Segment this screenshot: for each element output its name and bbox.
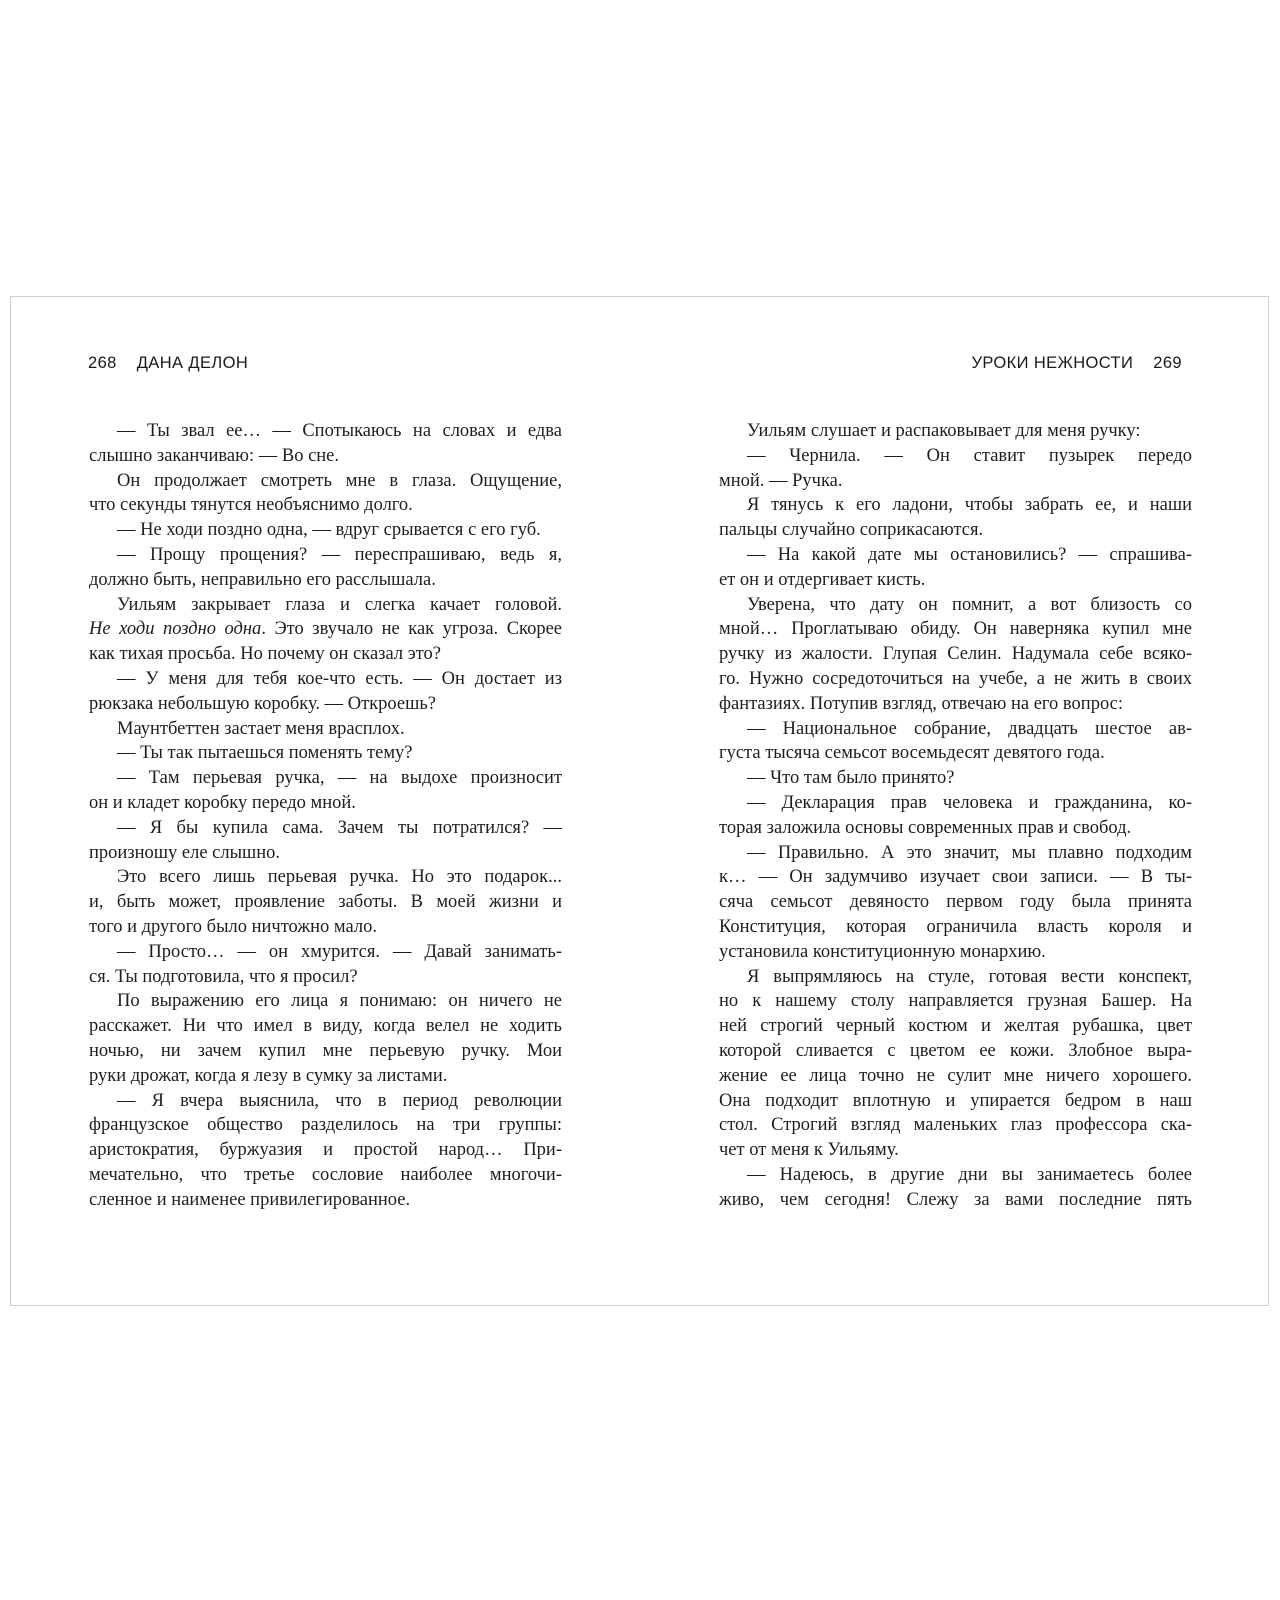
left-running-head	[88, 354, 248, 373]
line-text: — Чернила. — Он ставит пузырек передо	[747, 445, 1192, 466]
line-text: мной… Проглатываю обиду. Он наверняка купил мне	[719, 619, 1192, 640]
line-text: Конституция, которая ограничила власть короля и	[719, 916, 1192, 937]
line-text: он и кладет коробку передо мной.	[89, 792, 356, 813]
line-text: — Не ходи поздно одна, — вдруг срывается с его губ.	[117, 520, 541, 541]
text-line	[719, 444, 1192, 469]
text-line	[719, 717, 1192, 742]
line-text: французское общество разделилось на три группы:	[89, 1115, 562, 1136]
text-line	[89, 741, 562, 766]
line-text: — Просто… — он хмурится. — Давай занимать-	[117, 941, 562, 962]
line-text: аристократия, буржуазия и простой народ… При-	[89, 1140, 562, 1161]
text-line	[89, 865, 562, 890]
text-line	[89, 791, 562, 816]
text-line	[719, 915, 1192, 940]
line-text: густа тысяча семьсот восемьдесят девятого года.	[719, 743, 1105, 764]
text-line	[719, 692, 1192, 717]
line-text: и, быть может, проявление заботы. В моей жизни и	[89, 892, 562, 913]
text-line	[719, 1138, 1192, 1163]
text-line	[719, 1113, 1192, 1138]
text-line	[89, 1014, 562, 1039]
text-line	[89, 444, 562, 469]
line-text: расскажет. Ни что имел в виду, когда велел не ходить	[89, 1016, 562, 1037]
line-text: — У меня для тебя кое-что есть. — Он достает из	[117, 668, 562, 689]
line-text: фантазиях. Потупив взгляд, отвечаю на его вопрос:	[719, 693, 1124, 714]
line-text: Уверена, что дату он помнит, а вот близость со	[747, 594, 1192, 615]
line-text: должно быть, неправильно его расслышала.	[89, 569, 436, 590]
line-text: — Что там было принято?	[747, 768, 955, 789]
line-text: го. Нужно сосредоточиться на учебе, а не жить в своих	[719, 668, 1192, 689]
text-line	[719, 1163, 1192, 1188]
text-line	[89, 1163, 562, 1188]
line-text: жение ее лица точно не сулит мне ничего хорошего.	[719, 1065, 1192, 1086]
text-line	[719, 419, 1192, 444]
line-text: мечательно, что третье сословие наиболее многочи-	[89, 1164, 562, 1185]
line-text: Уильям закрывает глаза и слегка качает головой.	[117, 594, 562, 615]
line-text: того и другого было ничтожно мало.	[89, 916, 377, 937]
text-line	[719, 1014, 1192, 1039]
text-line	[719, 816, 1192, 841]
line-text: как тихая просьба. Но почему он сказал это?	[89, 644, 441, 665]
line-text: ручку из жалости. Глупая Селин. Надумала себе всяко-	[719, 644, 1192, 665]
text-line	[89, 692, 562, 717]
line-text: ся. Ты подготовила, что я просил?	[89, 966, 358, 987]
line-text: ночью, ни зачем купил мне перьевую ручку. Мои	[89, 1040, 562, 1061]
line-text: — Ты звал ее… — Спотыкаюсь на словах и едва	[117, 421, 562, 441]
line-text: — На какой дате мы остановились? — спрашива-	[747, 544, 1192, 565]
text-line	[89, 717, 562, 742]
text-line	[719, 791, 1192, 816]
line-text: По выражению его лица я понимаю: он ничего не	[117, 991, 562, 1012]
text-line	[719, 568, 1192, 593]
line-text: Она подходит вплотную и упирается бедром в наш	[719, 1090, 1192, 1111]
line-text: — Правильно. А это значит, мы плавно подходим	[747, 842, 1192, 863]
line-text: — Я вчера выяснила, что в период революции	[117, 1090, 562, 1111]
text-line	[89, 469, 562, 494]
line-text: — Декларация прав человека и гражданина, ко-	[747, 792, 1192, 813]
line-text: рюкзака небольшую коробку. — Откроешь?	[89, 693, 436, 714]
text-line	[719, 593, 1192, 618]
line-text: — Национальное собрание, двадцать шестое ав-	[747, 718, 1192, 739]
line-text: живо, чем сегодня! Слежу за вами последние пять	[719, 1189, 1192, 1210]
line-text: пальцы случайно соприкасаются.	[719, 520, 984, 541]
right-header-title: УРОКИ НЕЖНОСТИ	[971, 354, 1134, 372]
right-page-number: 269	[1153, 354, 1182, 372]
line-text: Уильям слушает и распаковывает для меня ручку:	[747, 421, 1141, 441]
line-text: руки дрожат, когда я лезу в сумку за листами.	[89, 1065, 448, 1086]
line-text: ней строгий черный костюм и желтая рубашка, цвет	[719, 1016, 1192, 1037]
line-text: произношу еле слышно.	[89, 842, 281, 863]
line-text: . Это звучало не как угроза. Скорее	[261, 619, 562, 640]
text-line	[89, 493, 562, 518]
line-text: — Ты так пытаешься поменять тему?	[117, 743, 413, 764]
text-line	[719, 766, 1192, 791]
line-text: чет от меня к Уильяму.	[719, 1140, 899, 1161]
text-line	[719, 890, 1192, 915]
left-page-text	[89, 419, 562, 1213]
line-text: — Надеюсь, в другие дни вы занимаетесь более	[747, 1164, 1192, 1185]
line-text: Я выпрямляюсь на стуле, готовая вести конспект,	[747, 966, 1192, 987]
right-page-text	[719, 419, 1192, 1213]
line-text: Он продолжает смотреть мне в глаза. Ощущение,	[117, 470, 562, 491]
text-line	[719, 1089, 1192, 1114]
text-line	[89, 915, 562, 940]
text-line	[719, 469, 1192, 494]
line-text: Маунтбеттен застает меня врасплох.	[117, 718, 405, 739]
left-header-author: ДАНА ДЕЛОН	[136, 354, 249, 372]
line-text: Я тянусь к его ладони, чтобы забрать ее, и наши	[747, 495, 1192, 516]
text-line	[89, 1138, 562, 1163]
text-line	[89, 419, 562, 444]
text-line	[89, 1039, 562, 1064]
text-line	[719, 642, 1192, 667]
line-text: торая заложила основы современных прав и свобод.	[719, 817, 1132, 838]
line-text: мной. — Ручка.	[719, 470, 843, 491]
line-text: установила конституционную монархию.	[719, 941, 1046, 962]
text-line	[719, 1064, 1192, 1089]
text-line	[719, 543, 1192, 568]
text-line	[89, 518, 562, 543]
left-page-number: 268	[88, 354, 117, 372]
line-text: к… — Он задумчиво изучает свои записи. — В ты-	[719, 867, 1192, 888]
text-line	[89, 816, 562, 841]
line-text: стол. Строгий взгляд маленьких глаз профессора ска-	[719, 1115, 1192, 1136]
text-line	[89, 766, 562, 791]
text-line	[89, 1089, 562, 1114]
italic-phrase: Не ходи поздно одна	[89, 619, 262, 640]
line-text: что секунды тянутся необъяснимо долго.	[89, 495, 413, 516]
right-running-head	[971, 354, 1182, 373]
line-text: слышно заканчиваю: — Во сне.	[89, 445, 340, 466]
text-line	[89, 965, 562, 990]
text-line	[719, 989, 1192, 1014]
text-line	[89, 1188, 562, 1213]
text-line	[89, 617, 562, 642]
line-text: — Прощу прощения? — переспрашиваю, ведь я,	[117, 544, 562, 565]
text-line	[719, 865, 1192, 890]
text-line	[719, 940, 1192, 965]
line-text: — Там перьевая ручка, — на выдохе произносит	[117, 768, 562, 789]
line-text: Это всего лишь перьевая ручка. Но это подарок...	[117, 867, 562, 888]
text-line	[89, 940, 562, 965]
text-line	[719, 841, 1192, 866]
text-line	[89, 890, 562, 915]
text-line	[89, 1064, 562, 1089]
text-line	[719, 493, 1192, 518]
text-line	[89, 667, 562, 692]
text-line	[89, 543, 562, 568]
text-line	[719, 741, 1192, 766]
line-text: которой сливается с цветом ее кожи. Злобное выра-	[719, 1040, 1192, 1061]
book-spread	[10, 296, 1269, 1306]
line-text: сяча семьсот девяносто первом году была принята	[719, 892, 1192, 913]
text-line	[89, 989, 562, 1014]
text-line	[719, 1039, 1192, 1064]
text-line	[719, 617, 1192, 642]
text-line	[719, 1188, 1192, 1213]
line-text: сленное и наименее привилегированное.	[89, 1189, 411, 1210]
text-line	[89, 642, 562, 667]
text-line	[719, 965, 1192, 990]
text-line	[719, 518, 1192, 543]
text-line	[89, 593, 562, 618]
text-line	[719, 667, 1192, 692]
line-text: но к нашему столу направляется грузная Башер. На	[719, 991, 1192, 1012]
line-text: — Я бы купила сама. Зачем ты потратился? —	[117, 817, 562, 838]
line-text: ет он и отдергивает кисть.	[719, 569, 926, 590]
text-line	[89, 1113, 562, 1138]
text-line	[89, 568, 562, 593]
text-line	[89, 841, 562, 866]
